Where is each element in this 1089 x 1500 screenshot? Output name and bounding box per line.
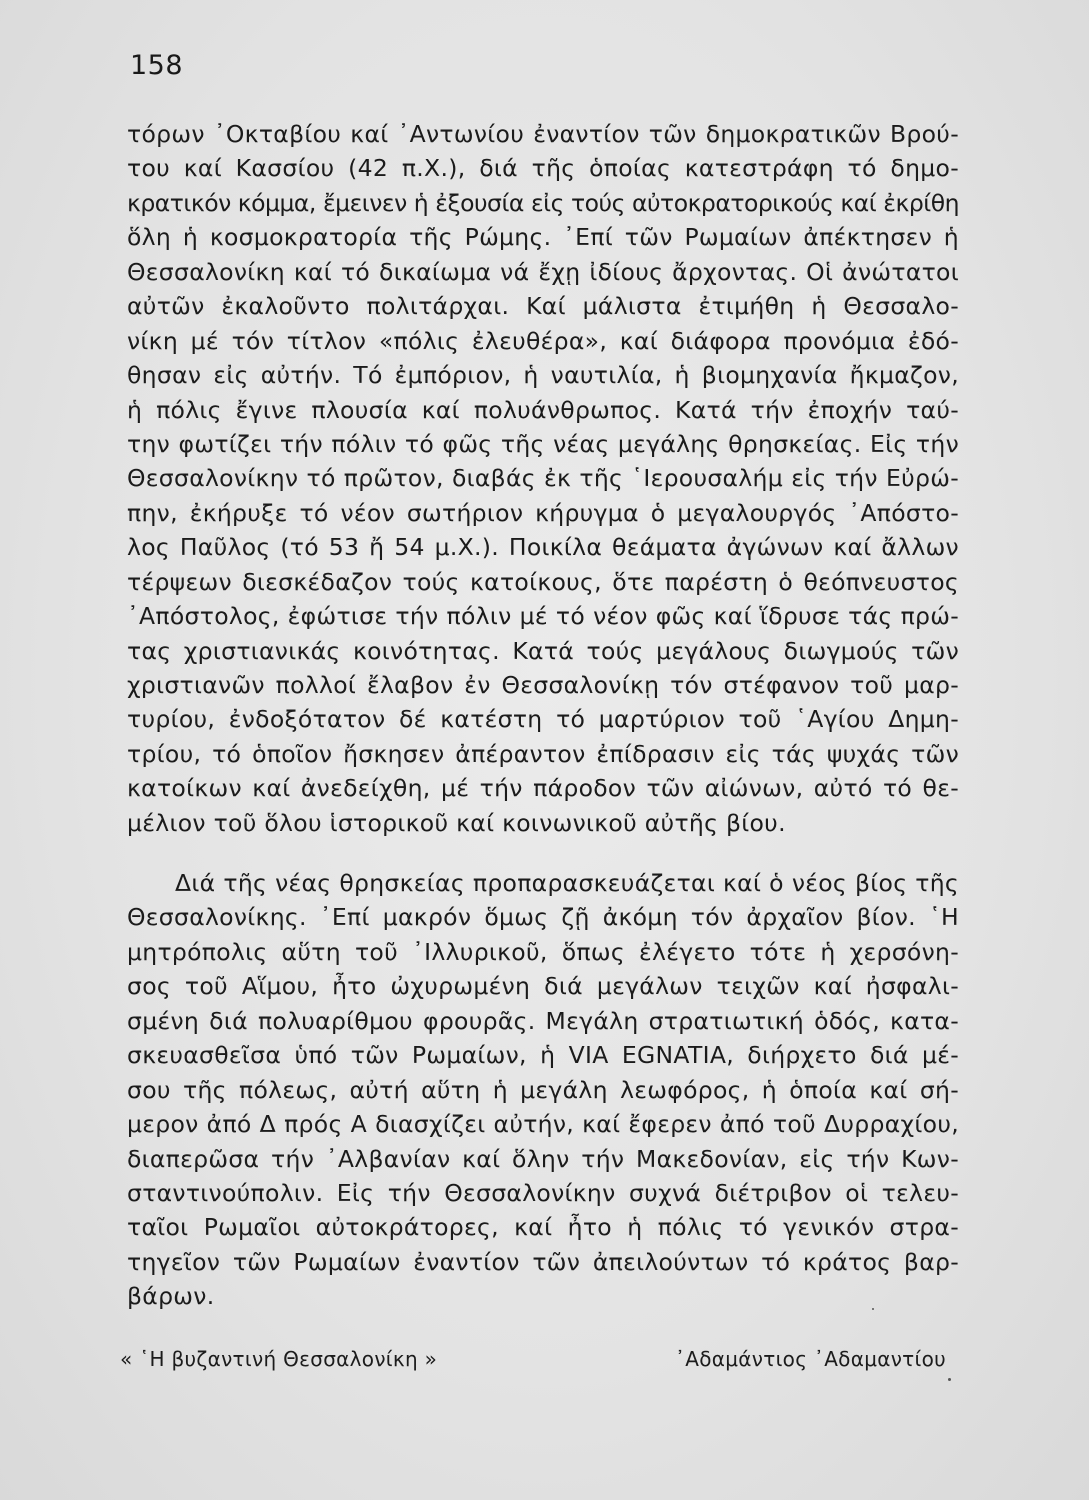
text-line: ὅλη ἡ κοσμοκρατορία τῆς Ρώμης. ᾿Επί τῶν Ρωμαίων ἀπέκτησεν ἡ — [127, 223, 959, 252]
text-line: Θεσσαλονίκης. ᾿Επί μακρόν ὅμως ζῇ ἀκόμη τόν ἀρχαῖον βίον. ῾Η — [127, 903, 959, 932]
text-line: τρίου, τό ὁποῖον ἤσκησεν ἀπέραντον ἐπίδρασιν εἰς τάς ψυχάς τῶν — [127, 739, 959, 768]
paragraph-2 — [127, 866, 959, 1314]
text-line: σταντινούπολιν. Εἰς τήν Θεσσαλονίκην συχνά διέτριβον οἱ τελευ- — [127, 1178, 959, 1207]
text-line: σος τοῦ Αἵμου, ἦτο ὠχυρωμένη διά μεγάλων τειχῶν καί ἠσφαλι- — [127, 972, 959, 1001]
text-line: κρατικόν κόμμα, ἔμεινεν ἡ ἐξουσία εἰς τούς αὐτοκρατορικούς καί ἐκρίθη — [127, 188, 959, 217]
text-line: τηγεῖον τῶν Ρωμαίων ἐναντίον τῶν ἀπειλούντων τό κράτος βαρ- — [127, 1247, 959, 1276]
text-line: ᾿Απόστολος, ἐφώτισε τήν πόλιν μέ τό νέον φῶς καί ἵδρυσε τάς πρώ- — [127, 602, 959, 631]
text-line: σκευασθεῖσα ὑπό τῶν Ρωμαίων, ἡ VIA EGNATIA, διήρχετο διά μέ- — [127, 1041, 959, 1070]
text-line: χριστιανῶν πολλοί ἔλαβον ἐν Θεσσαλονίκῃ τόν στέφανον τοῦ μαρ- — [127, 671, 959, 699]
text-line: κατοίκων καί ἀνεδείχθη, μέ τήν πάροδον τῶν αἰώνων, αὐτό τό θε- — [127, 774, 959, 803]
text-line: θησαν εἰς αὐτήν. Τό ἐμπόριον, ἡ ναυτιλία, ἡ βιομηχανία ἤκμαζον, — [127, 361, 959, 390]
text-line: νίκη μέ τόν τίτλον «πόλις ἐλευθέρα», καί διάφορα προνόμια ἐδό- — [127, 326, 959, 355]
text-line: βάρων. — [127, 1282, 215, 1311]
paragraph-1 — [127, 117, 959, 840]
source-citation: « ῾Η βυζαντινή Θεσσαλονίκη » — [120, 1347, 438, 1371]
text-line: μερον ἀπό Δ πρός Α διασχίζει αὐτήν, καί ἔφερεν ἀπό τοῦ Δυρραχίου, — [127, 1110, 959, 1139]
text-line: του καί Κασσίου (42 π.Χ.), διά τῆς ὁποίας κατεστράφη τό δημο- — [127, 154, 959, 183]
print-speck — [948, 1378, 951, 1381]
text-line: μέλιον τοῦ ὅλου ἱστορικοῦ καί κοινωνικοῦ αὐτῆς βίου. — [127, 808, 786, 837]
text-line: μητρόπολις αὕτη τοῦ ᾿Ιλλυρικοῦ, ὅπως ἐλέγετο τότε ἡ χερσόνη- — [127, 937, 959, 966]
author-name: ᾿Αδαμάντιος ᾿Αδαμαντίου — [674, 1347, 946, 1371]
text-line: Διά τῆς νέας θρησκείας προπαρασκευάζεται καί ὁ νέος βίος τῆς — [175, 869, 959, 897]
text-line: αὐτῶν ἐκαλοῦντο πολιτάρχαι. Καί μάλιστα ἐτιμήθη ἡ Θεσσαλο- — [127, 292, 959, 321]
text-line: ἡ πόλις ἔγινε πλουσία καί πολυάνθρωπος. Κατά τήν ἐποχήν ταύ- — [127, 395, 959, 424]
text-line: τας χριστιανικάς κοινότητας. Κατά τούς μεγάλους διωγμούς τῶν — [127, 636, 959, 665]
text-line: διαπερῶσα τήν ᾿Αλβανίαν καί ὅλην τήν Μακεδονίαν, εἰς τήν Κων- — [127, 1144, 959, 1173]
text-line: σου τῆς πόλεως, αὐτή αὕτη ἡ μεγάλη λεωφόρος, ἡ ὁποία καί σή- — [127, 1075, 959, 1104]
text-line: τυρίου, ἐνδοξότατον δέ κατέστη τό μαρτύριον τοῦ ῾Αγίου Δημη- — [127, 705, 959, 734]
text-line: τέρψεων διεσκέδαζον τούς κατοίκους, ὅτε παρέστη ὁ θεόπνευστος — [127, 567, 959, 596]
text-line: λος Παῦλος (τό 53 ἤ 54 μ.Χ.). Ποικίλα θεάματα ἀγώνων καί ἄλλων — [127, 533, 959, 562]
text-line: Θεσσαλονίκην τό πρῶτον, διαβάς ἐκ τῆς ῾Ιερουσαλήμ εἰς τήν Εὐρώ- — [127, 464, 959, 493]
text-line: την φωτίζει τήν πόλιν τό φῶς τῆς νέας μεγάλης θρησκείας. Εἰς τήν — [127, 429, 959, 458]
text-line: τόρων ᾿Οκταβίου καί ᾿Αντωνίου ἐναντίον τῶν δημοκρατικῶν Βρού- — [127, 120, 959, 148]
text-line: σμένη διά πολυαρίθμου φρουρᾶς. Μεγάλη στρατιωτική ὁδός, κατα- — [127, 1006, 959, 1035]
text-line: Θεσσαλονίκη καί τό δικαίωμα νά ἔχῃ ἰδίους ἄρχοντας. Οἱ ἀνώτατοι — [127, 257, 959, 286]
text-line: ταῖοι Ρωμαῖοι αὐτοκράτορες, καί ἦτο ἡ πόλις τό γενικόν στρα- — [127, 1213, 959, 1242]
print-speck — [872, 1308, 874, 1310]
page-number: 158 — [130, 50, 184, 81]
text-line: πην, ἐκήρυξε τό νέον σωτήριον κήρυγμα ὁ μεγαλουργός ᾿Απόστο- — [127, 498, 959, 527]
